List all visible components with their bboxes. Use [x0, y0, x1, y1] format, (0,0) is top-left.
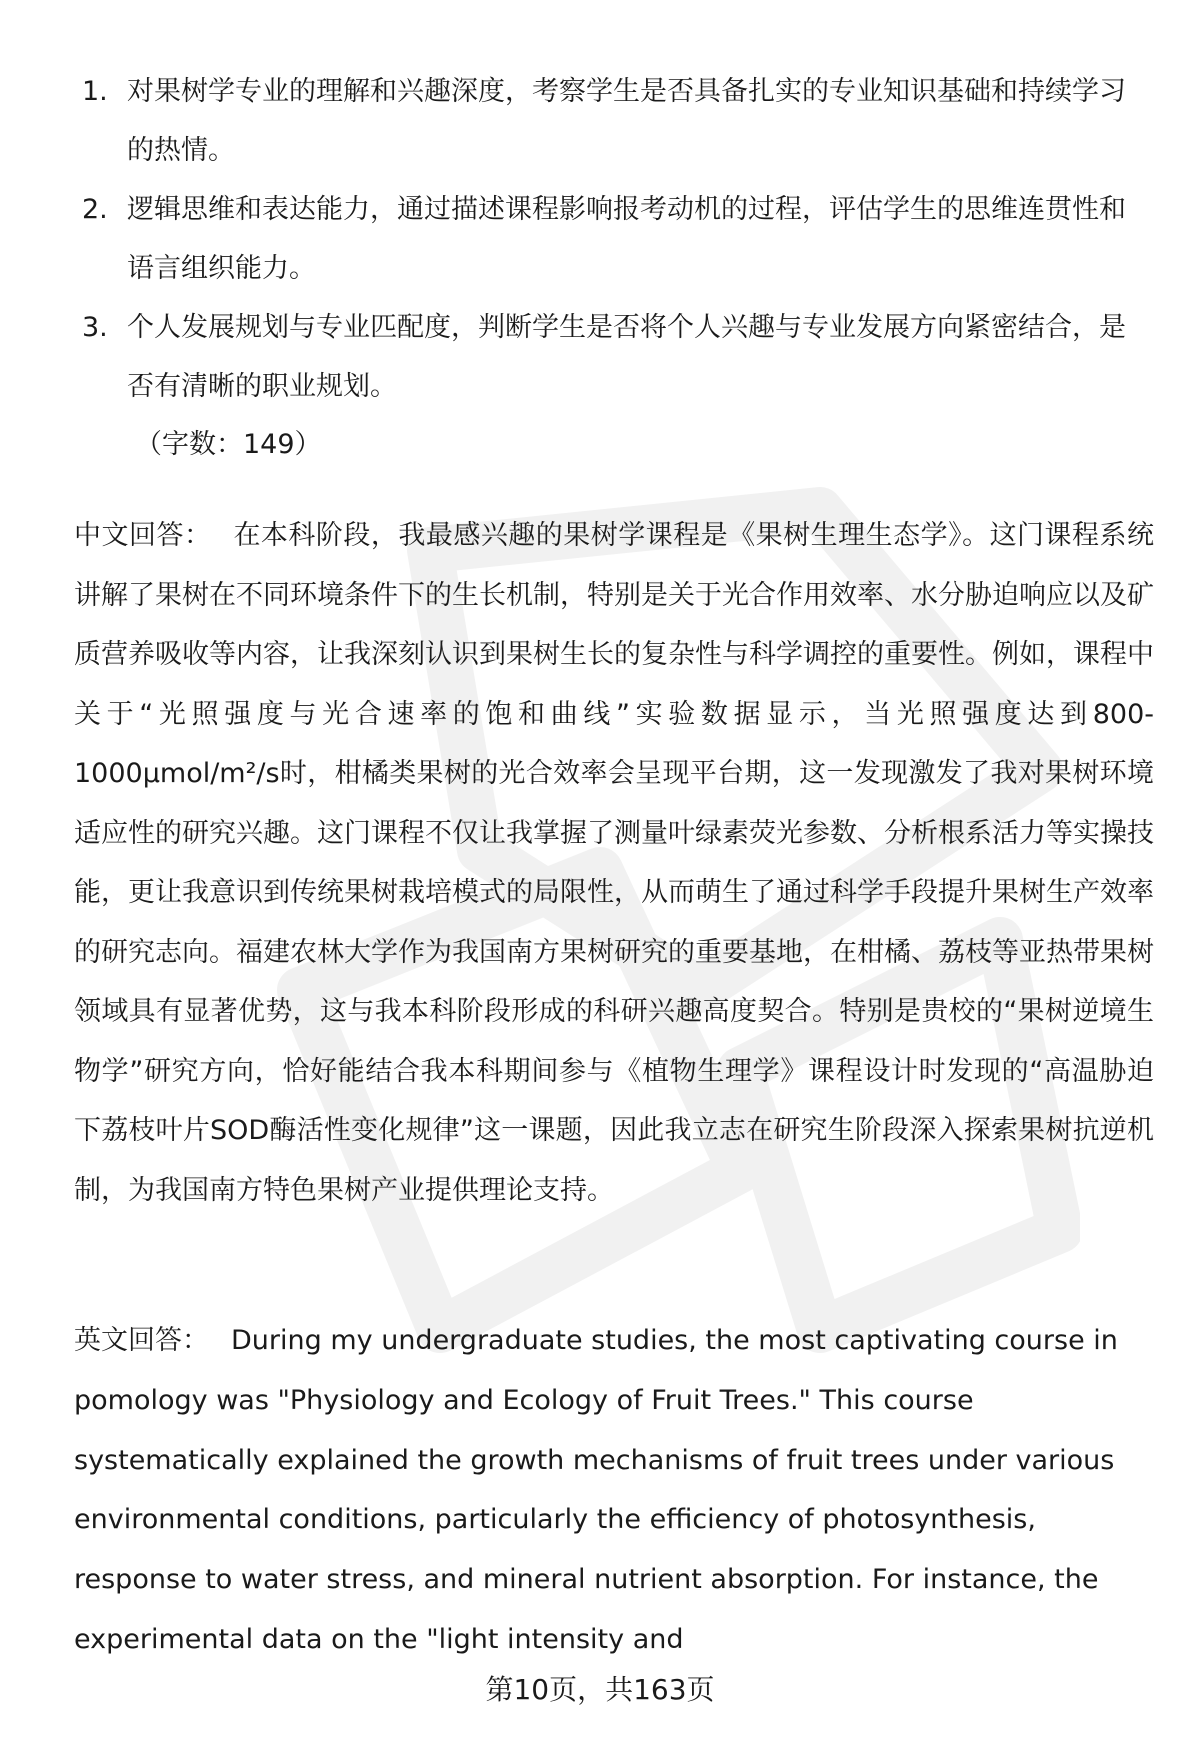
- english-answer-text: During my undergraduate studies, the most captivating course in pomology was "Physiology and Ecology of Fruit Trees." This course systematically explained the growth mechanisms of fruit trees under various environmental conditions, particularly the efficiency of photosynthesis, response to water stress, and mineral nutrient absorption. For instance, the experimental data on the "light intensity and: [74, 1325, 1118, 1655]
- english-answer-label: 英文回答：: [74, 1325, 209, 1356]
- evaluation-criteria-list: [82, 62, 1142, 416]
- criteria-text: 个人发展规划与专业匹配度，判断学生是否将个人兴趣与专业发展方向紧密结合，是否有清晰的职业规划。: [127, 312, 1126, 402]
- criteria-item-3: [82, 298, 1142, 416]
- criteria-number: 3.: [82, 312, 108, 343]
- criteria-item-1: [82, 62, 1142, 180]
- chinese-answer-paragraph: [74, 506, 1154, 1220]
- english-answer-paragraph: [74, 1311, 1144, 1670]
- criteria-item-2: [82, 180, 1142, 298]
- word-count: （字数：149）: [135, 429, 322, 460]
- chinese-answer-label: 中文回答：: [74, 520, 212, 551]
- chinese-answer-text: 在本科阶段，我最感兴趣的果树学课程是《果树生理生态学》。这门课程系统讲解了果树在不同环境条件下的生长机制，特别是关于光合作用效率、水分胁迫响应以及矿质营养吸收等内容，让我深刻认识到果树生长的复杂性与科学调控的重要性。例如，课程中关于“光照强度与光合速率的饱和曲线”实验数据显示，当光照强度达到800-1000μmol/m²/s时，柑橘类果树的光合效率会呈现平台期，这一发现激发了我对果树环境适应性的研究兴趣。这门课程不仅让我掌握了测量叶绿素荧光参数、分析根系活力等实操技能，更让我意识到传统果树栽培模式的局限性，从而萌生了通过科学手段提升果树生产效率的研究志向。福建农林大学作为我国南方果树研究的重要基地，在柑橘、荔枝等亚热带果树领域具有显著优势，这与我本科阶段形成的科研兴趣高度契合。特别是贵校的“果树逆境生物学”研究方向，恰好能结合我本科期间参与《植物生理学》课程设计时发现的“高温胁迫下荔枝叶片SOD酶活性变化规律”这一课题，因此我立志在研究生阶段深入探索果树抗逆机制，为我国南方特色果树产业提供理论支持。: [74, 520, 1155, 1206]
- criteria-text: 对果树学专业的理解和兴趣深度，考察学生是否具备扎实的专业知识基础和持续学习的热情。: [127, 76, 1126, 166]
- criteria-text: 逻辑思维和表达能力，通过描述课程影响报考动机的过程，评估学生的思维连贯性和语言组织能力。: [127, 194, 1126, 284]
- page-footer: 第10页，共163页: [485, 1673, 715, 1706]
- criteria-number: 1.: [82, 76, 108, 107]
- criteria-number: 2.: [82, 194, 108, 225]
